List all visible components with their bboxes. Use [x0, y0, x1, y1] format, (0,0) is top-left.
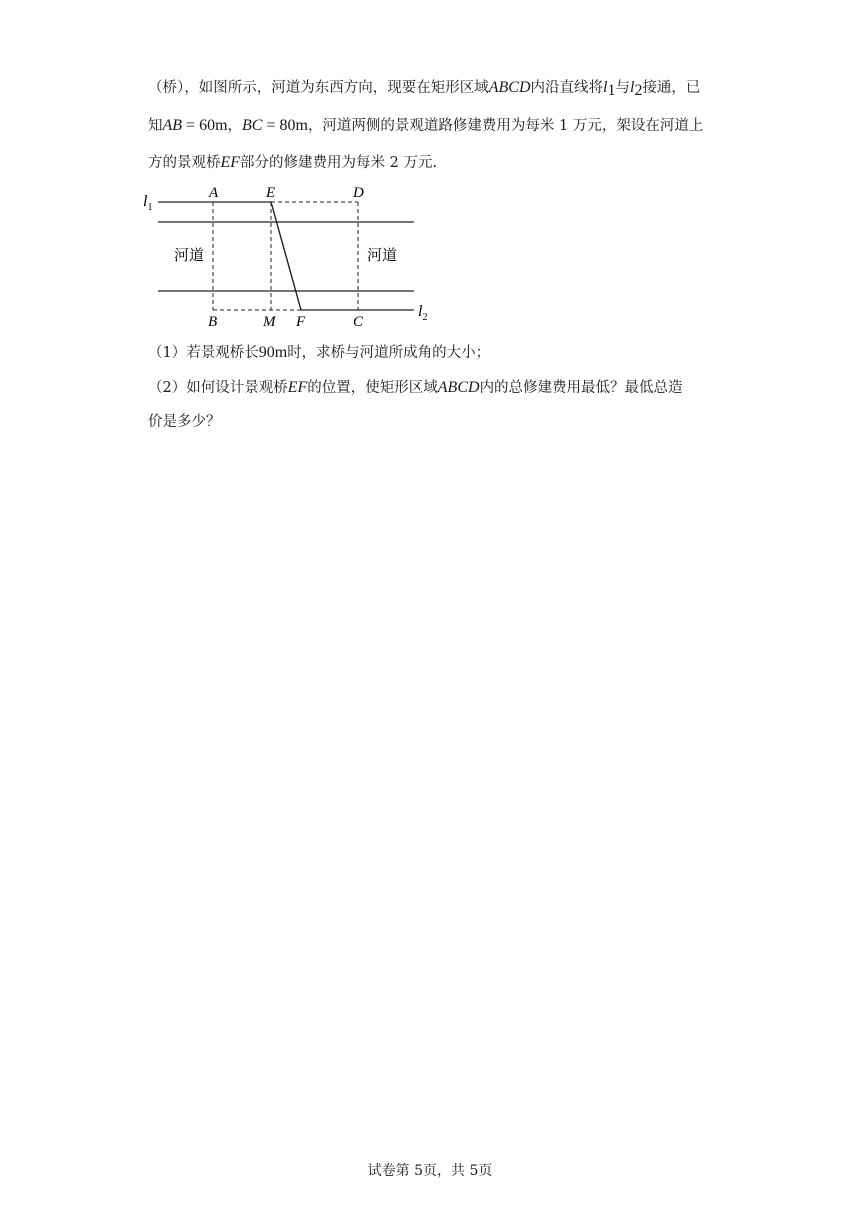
text-run: 接通，已: [642, 80, 701, 96]
math-ef: EF: [220, 154, 241, 171]
label-l2: $l_2$: [418, 303, 428, 323]
problem-line-2: [148, 116, 728, 136]
label-d: D: [353, 185, 364, 201]
math-l1-subscript: 1: [607, 82, 616, 99]
text-run: （2）如何设计景观桥: [148, 380, 288, 396]
math-abcd: ABCD: [437, 379, 480, 396]
question-1: [148, 343, 728, 363]
label-e: E: [266, 185, 276, 201]
math-bc: BC: [242, 117, 263, 134]
label-b: B: [208, 314, 218, 328]
text-run: 时，求桥与河道所成角的大小；: [287, 345, 491, 361]
math-l2-subscript: 2: [634, 82, 643, 99]
label-river-right: 河道: [367, 248, 398, 264]
label-c: C: [353, 314, 364, 328]
text-run: 内沿直线将: [530, 80, 604, 96]
math-l1: l: [603, 79, 608, 96]
problem-line-3: [148, 153, 728, 173]
text-run: 内的总修建费用最低？最低总造: [479, 380, 683, 396]
label-f: F: [296, 314, 306, 328]
label-a: A: [209, 185, 219, 201]
label-river-left: 河道: [174, 248, 205, 264]
text-run: 方的景观桥: [148, 155, 221, 171]
text-run: 价是多少？: [148, 414, 221, 430]
text-run: ，: [227, 118, 243, 134]
text-run: ，河道两侧的景观道路修建费用为每米 1 万元，架设在河道上: [307, 118, 704, 134]
text-run: （桥），如图所示，河道为东西方向，现要在矩形区域: [148, 80, 489, 96]
label-l1: $l_1$: [143, 193, 153, 213]
text-run: 与: [615, 80, 630, 96]
problem-line-1: [148, 78, 728, 101]
text-run: 部分的修建费用为每米 2 万元.: [240, 155, 438, 171]
question-2-continued: [148, 412, 728, 432]
page-footer: 试卷第 5页，共 5页: [367, 1163, 493, 1179]
math-ab-value: = 60m: [182, 117, 228, 134]
river-bridge-diagram: [138, 184, 438, 328]
math-ab: AB: [162, 117, 183, 134]
label-m: M: [263, 314, 276, 328]
text-run: （1）若景观桥长: [148, 345, 259, 361]
text-run: 知: [148, 118, 163, 134]
math-bc-value: = 80m: [262, 117, 308, 134]
math-bridge-length: 90m: [258, 344, 288, 361]
math-ef: EF: [287, 379, 308, 396]
math-abcd: ABCD: [488, 79, 531, 96]
question-2: [148, 378, 728, 398]
math-l2: l: [629, 79, 635, 96]
bridge-ef: [271, 202, 301, 310]
text-run: 的位置，使矩形区域: [307, 380, 438, 396]
